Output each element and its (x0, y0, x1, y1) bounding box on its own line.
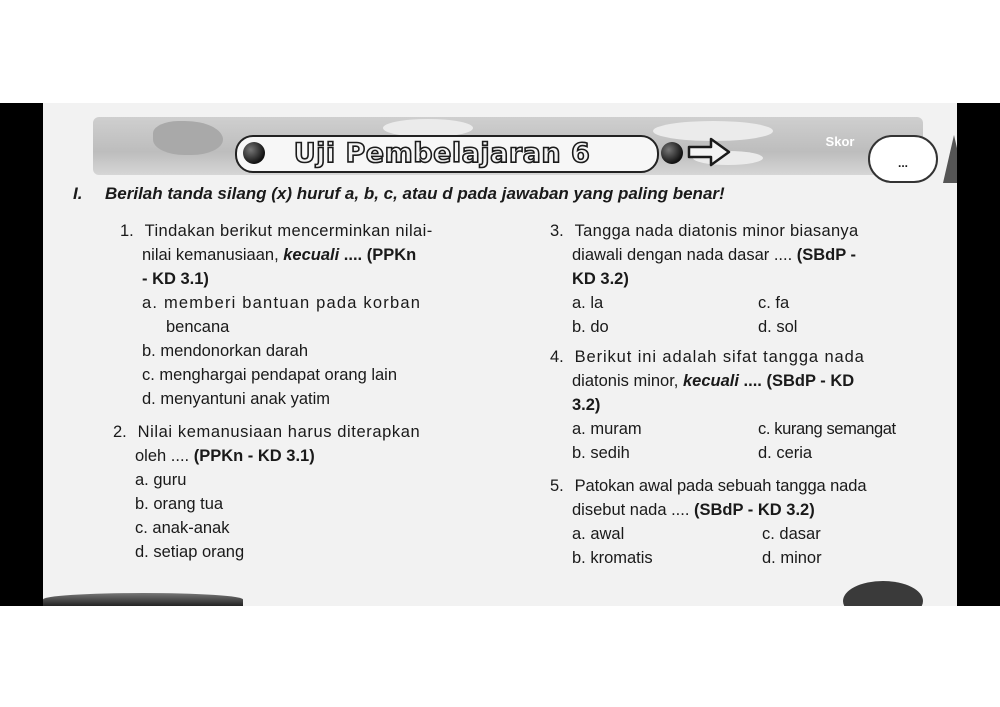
question-text: Tangga nada diatonis minor biasanya (574, 222, 859, 240)
question-code: (SBdP - KD 3.2) (694, 501, 815, 519)
question-1 (120, 219, 520, 411)
option-c[interactable]: c. fa (758, 294, 790, 312)
question-code: - KD 3.1) (142, 270, 209, 288)
option-d[interactable]: d. ceria (758, 444, 813, 462)
question-code: .... (PPKn (339, 246, 417, 264)
option-b[interactable]: b. sedih (572, 444, 630, 462)
option-b[interactable]: b. do (572, 318, 609, 336)
option-c[interactable]: c. kurang semangat (758, 420, 896, 438)
option-a[interactable]: a. guru (135, 471, 187, 489)
question-code: (PPKn - KD 3.1) (193, 447, 315, 465)
section-number: I. (73, 184, 83, 203)
title-banner (93, 117, 923, 175)
option-a-continued: bencana (166, 318, 230, 336)
instruction-text: Berilah tanda silang (x) huruf a, b, c, atau d pada jawaban yang paling benar! (105, 184, 725, 203)
option-c[interactable]: c. menghargai pendapat orang lain (142, 366, 398, 384)
question-text: Nilai kemanusiaan harus diterapkan (137, 423, 421, 441)
option-a[interactable]: a. awal (572, 525, 625, 543)
title-pill (235, 135, 659, 173)
question-4 (550, 345, 950, 465)
question-text: Patokan awal pada sebuah tangga nada (574, 477, 867, 495)
option-d[interactable]: d. menyantuni anak yatim (142, 390, 331, 408)
score-value: ... (897, 156, 908, 170)
left-black-bar (0, 103, 43, 606)
worksheet-page (43, 103, 957, 606)
question-text: oleh .... (135, 447, 194, 465)
question-text: Tindakan berikut mencerminkan nilai- (144, 222, 433, 240)
option-d[interactable]: d. setiap orang (135, 543, 245, 561)
question-text: diatonis minor, (572, 372, 683, 390)
question-code: .... (SBdP - KD (738, 372, 855, 390)
corner-decoration (43, 593, 243, 606)
option-b[interactable]: b. mendonorkan darah (142, 342, 309, 360)
option-a[interactable]: a. la (572, 294, 604, 312)
question-text: nilai kemanusiaan, (142, 246, 284, 264)
question-text: diawali dengan nada dasar .... (572, 246, 797, 264)
question-2 (113, 420, 513, 564)
option-b[interactable]: b. orang tua (135, 495, 224, 513)
question-number: 2. (113, 423, 127, 441)
question-code: 3.2) (572, 396, 601, 414)
question-code: (SBdP - (796, 246, 857, 264)
question-emphasis: kecuali (682, 372, 739, 390)
lesson-title: Uji Pembelajaran 6 (293, 138, 591, 169)
option-a[interactable]: a. muram (572, 420, 642, 438)
option-c[interactable]: c. anak-anak (135, 519, 230, 537)
arrow-right-icon (685, 135, 735, 169)
hill-decoration (153, 121, 223, 155)
question-number: 1. (120, 222, 134, 240)
question-3 (550, 219, 950, 339)
option-c[interactable]: c. dasar (762, 525, 821, 543)
option-a[interactable]: a. memberi bantuan pada korban (142, 294, 422, 312)
question-text: Berikut ini adalah sifat tangga nada (574, 348, 865, 366)
score-box (868, 135, 938, 183)
question-emphasis: kecuali (283, 246, 340, 264)
option-b[interactable]: b. kromatis (572, 549, 653, 567)
right-black-bar (957, 103, 1000, 606)
question-number: 3. (550, 222, 564, 240)
bullet-icon (243, 142, 265, 164)
bullet-icon (661, 142, 683, 164)
tree-decoration (943, 135, 957, 183)
question-code: KD 3.2) (572, 270, 629, 288)
option-d[interactable]: d. minor (762, 549, 822, 567)
corner-decoration (843, 581, 923, 606)
question-number: 5. (550, 477, 564, 495)
score-label: Skor (825, 134, 855, 149)
question-5 (550, 474, 950, 570)
option-d[interactable]: d. sol (758, 318, 798, 336)
instruction (73, 183, 933, 205)
question-text: disebut nada .... (572, 501, 695, 519)
question-number: 4. (550, 348, 564, 366)
